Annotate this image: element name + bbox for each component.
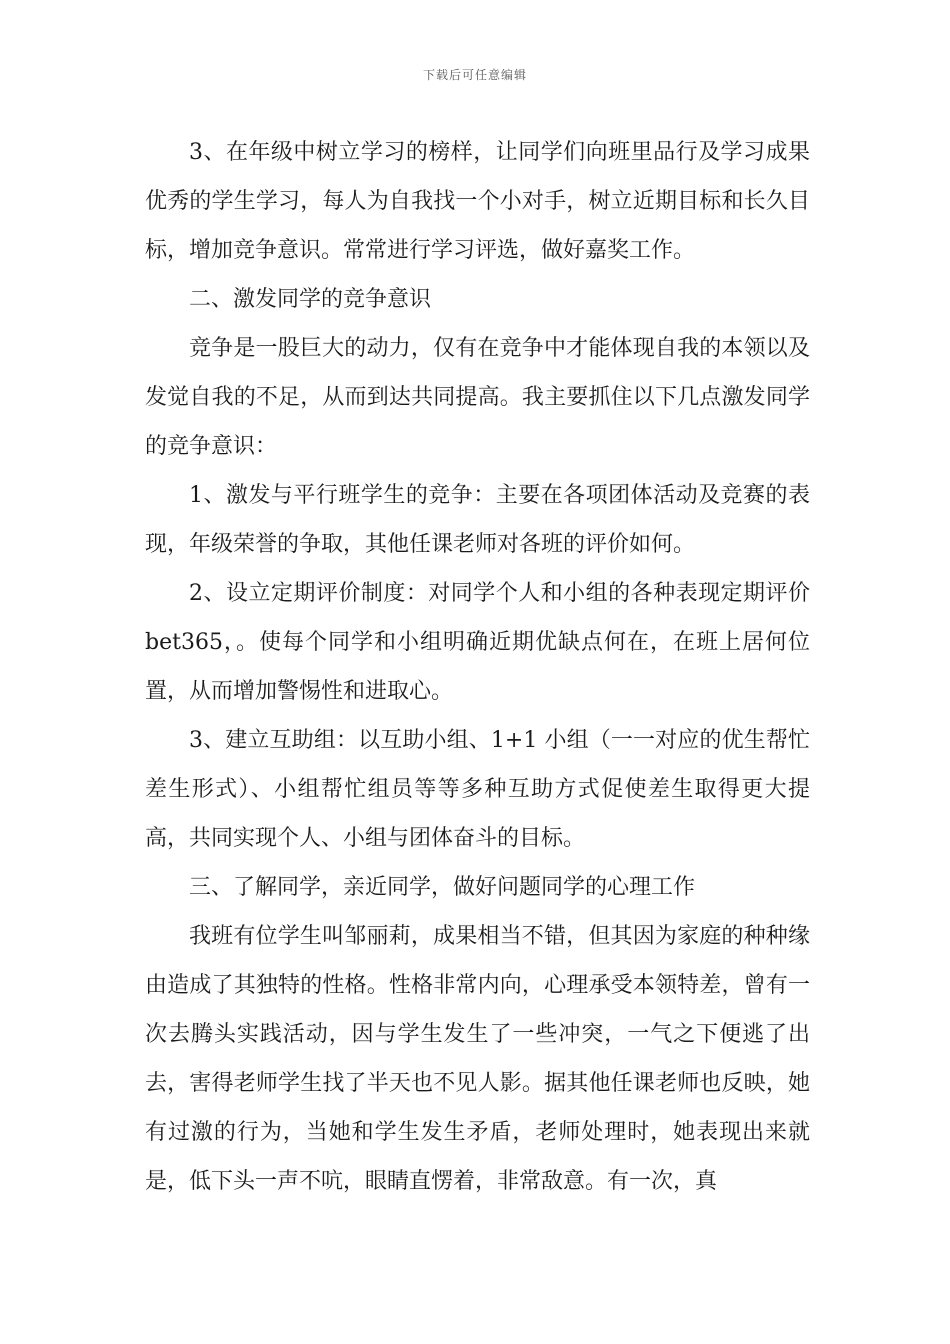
paragraph-student-case: 我班有位学生叫邹丽莉，成果相当不错，但其因为家庭的种种缘由造成了其独特的性格。性格非常内向，心理承受本领特差，曾有一次去腾头实践活动，因与学生发生了一些冲突，一气之下便逃了出去，害得老师学生找了半天也不见人影。据其他任课老师也反映，她有过激的行为，当她和学生发生矛盾，老师处理时，她表现出来就是，低下头一声不吭，眼睛直愣着，非常敌意。有一次，真 [145, 924, 810, 1194]
paragraph-role-model: 3、在年级中树立学习的榜样，让同学们向班里品行及学习成果优秀的学生学习，每人为自我找一个小对手，树立近期目标和长久目标，增加竞争意识。常常进行学习评选，做好嘉奖工作。 [145, 140, 810, 263]
document-body [145, 128, 810, 1206]
paragraph-evaluation-system: 2、设立定期评价制度：对同学个人和小组的各种表现定期评价bet365，。使每个同学和小组明确近期优缺点何在，在班上居何位置，从而增加警惕性和进取心。 [145, 581, 810, 704]
section-heading-competition: 二、激发同学的竞争意识 [189, 287, 432, 312]
paragraph-competition-intro: 竞争是一股巨大的动力，仅有在竞争中才能体现自我的本领以及发觉自我的不足，从而到达共同提高。我主要抓住以下几点激发同学的竞争意识： [145, 336, 810, 459]
section-heading-understanding: 三、了解同学，亲近同学，做好问题同学的心理工作 [189, 875, 696, 900]
page-header: 下载后可任意编辑 [422, 68, 527, 82]
paragraph-mutual-aid: 3、建立互助组：以互助小组、1+1 小组（一一对应的优生帮忙差生形式）、小组帮忙组员等等多种互助方式促使差生取得更大提高，共同实现个人、小组与团体奋斗的目标。 [145, 728, 810, 851]
paragraph-parallel-class: 1、激发与平行班学生的竞争：主要在各项团体活动及竞赛的表现，年级荣誉的争取，其他任课老师对各班的评价如何。 [145, 483, 810, 557]
